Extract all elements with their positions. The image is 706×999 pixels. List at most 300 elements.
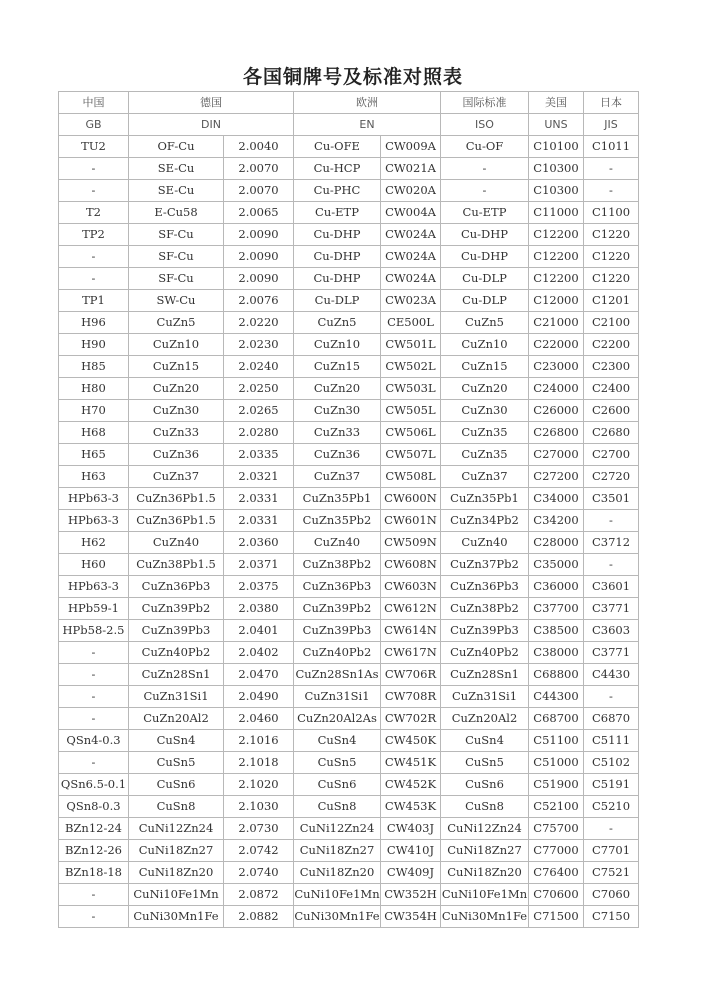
header-germany: 德国: [129, 92, 294, 114]
cell-en: CuZn40Pb2: [294, 642, 381, 664]
cell-gb: QSn4-0.3: [59, 730, 129, 752]
cell-gb: BZn12-26: [59, 840, 129, 862]
cell-jis: C2200: [584, 334, 639, 356]
cell-din-no: 2.0490: [224, 686, 294, 708]
table-row: [59, 378, 639, 400]
cell-din-no: 2.0230: [224, 334, 294, 356]
cell-jis: -: [584, 554, 639, 576]
cell-iso: CuZn15: [441, 356, 529, 378]
cell-en: CuNi18Zn20: [294, 862, 381, 884]
cell-iso: CuNi30Mn1Fe: [441, 906, 529, 928]
cell-en: CuZn10: [294, 334, 381, 356]
cell-gb: -: [59, 180, 129, 202]
table-row: [59, 796, 639, 818]
cell-uns: C52100: [529, 796, 584, 818]
cell-uns: C12000: [529, 290, 584, 312]
header-row-countries: [59, 92, 639, 114]
cell-en-no: CW410J: [381, 840, 441, 862]
cell-gb: T2: [59, 202, 129, 224]
cell-din-no: 2.0730: [224, 818, 294, 840]
cell-uns: C12200: [529, 224, 584, 246]
cell-jis: C2700: [584, 444, 639, 466]
cell-iso: CuNi18Zn20: [441, 862, 529, 884]
cell-din: CuZn10: [129, 334, 224, 356]
cell-din-no: 2.0220: [224, 312, 294, 334]
cell-en: CuZn37: [294, 466, 381, 488]
header-china: 中国: [59, 92, 129, 114]
cell-gb: HPb63-3: [59, 488, 129, 510]
cell-gb: H60: [59, 554, 129, 576]
cell-jis: C2400: [584, 378, 639, 400]
cell-din-no: 2.0371: [224, 554, 294, 576]
cell-uns: C10300: [529, 180, 584, 202]
table-row: [59, 158, 639, 180]
cell-din: CuZn5: [129, 312, 224, 334]
table-row: [59, 202, 639, 224]
cell-uns: C44300: [529, 686, 584, 708]
header-gb: GB: [59, 114, 129, 136]
cell-iso: CuSn6: [441, 774, 529, 796]
cell-en: CuZn39Pb2: [294, 598, 381, 620]
cell-din-no: 2.0740: [224, 862, 294, 884]
cell-din: CuZn31Si1: [129, 686, 224, 708]
cell-iso: CuSn5: [441, 752, 529, 774]
cell-iso: -: [441, 180, 529, 202]
cell-en: CuSn5: [294, 752, 381, 774]
cell-gb: H96: [59, 312, 129, 334]
cell-iso: CuZn40: [441, 532, 529, 554]
cell-din-no: 2.0872: [224, 884, 294, 906]
cell-jis: C5111: [584, 730, 639, 752]
cell-din: CuNi30Mn1Fe: [129, 906, 224, 928]
cell-en-no: CW004A: [381, 202, 441, 224]
cell-en-no: CW617N: [381, 642, 441, 664]
cell-en: CuZn36: [294, 444, 381, 466]
cell-jis: C2600: [584, 400, 639, 422]
cell-iso: Cu-ETP: [441, 202, 529, 224]
cell-jis: -: [584, 180, 639, 202]
cell-din-no: 2.0265: [224, 400, 294, 422]
cell-din: CuSn6: [129, 774, 224, 796]
cell-en: Cu-DLP: [294, 290, 381, 312]
cell-uns: C24000: [529, 378, 584, 400]
cell-uns: C27200: [529, 466, 584, 488]
cell-en: CuZn33: [294, 422, 381, 444]
cell-uns: C35000: [529, 554, 584, 576]
cell-jis: C5102: [584, 752, 639, 774]
cell-din: CuZn36Pb1.5: [129, 488, 224, 510]
cell-en: Cu-OFE: [294, 136, 381, 158]
cell-en: CuSn4: [294, 730, 381, 752]
cell-gb: H63: [59, 466, 129, 488]
cell-en: CuZn40: [294, 532, 381, 554]
cell-gb: BZn18-18: [59, 862, 129, 884]
cell-din: CuSn4: [129, 730, 224, 752]
cell-en-no: CW614N: [381, 620, 441, 642]
cell-gb: BZn12-24: [59, 818, 129, 840]
table-row: [59, 818, 639, 840]
cell-uns: C38500: [529, 620, 584, 642]
cell-en: CuNi18Zn27: [294, 840, 381, 862]
cell-gb: TP1: [59, 290, 129, 312]
cell-uns: C10300: [529, 158, 584, 180]
cell-jis: C3771: [584, 642, 639, 664]
cell-uns: C51900: [529, 774, 584, 796]
cell-jis: -: [584, 818, 639, 840]
cell-din: OF-Cu: [129, 136, 224, 158]
cell-iso: CuZn35: [441, 444, 529, 466]
cell-jis: C7150: [584, 906, 639, 928]
cell-en-no: CW023A: [381, 290, 441, 312]
cell-en-no: CW505L: [381, 400, 441, 422]
cell-din: SE-Cu: [129, 180, 224, 202]
cell-gb: H80: [59, 378, 129, 400]
cell-en: CuZn36Pb3: [294, 576, 381, 598]
cell-en-no: CW702R: [381, 708, 441, 730]
cell-en-no: CW020A: [381, 180, 441, 202]
cell-iso: CuZn35: [441, 422, 529, 444]
cell-gb: H62: [59, 532, 129, 554]
cell-gb: -: [59, 642, 129, 664]
cell-jis: C4430: [584, 664, 639, 686]
cell-en-no: CW508L: [381, 466, 441, 488]
cell-jis: C3771: [584, 598, 639, 620]
table-row: [59, 224, 639, 246]
cell-din-no: 2.0090: [224, 268, 294, 290]
cell-en: Cu-PHC: [294, 180, 381, 202]
cell-din: CuZn36Pb3: [129, 576, 224, 598]
cell-en: Cu-HCP: [294, 158, 381, 180]
header-intl: 国际标准: [441, 92, 529, 114]
table-row: [59, 444, 639, 466]
cell-uns: C34200: [529, 510, 584, 532]
table-row: [59, 774, 639, 796]
cell-en-no: CW024A: [381, 268, 441, 290]
cell-jis: -: [584, 510, 639, 532]
cell-din: E-Cu58: [129, 202, 224, 224]
cell-jis: -: [584, 158, 639, 180]
cell-iso: Cu-DHP: [441, 246, 529, 268]
cell-en-no: CW352H: [381, 884, 441, 906]
cell-iso: CuZn28Sn1: [441, 664, 529, 686]
cell-en-no: CW708R: [381, 686, 441, 708]
cell-iso: Cu-DLP: [441, 290, 529, 312]
cell-gb: -: [59, 158, 129, 180]
cell-uns: C76400: [529, 862, 584, 884]
table-row: [59, 510, 639, 532]
cell-uns: C38000: [529, 642, 584, 664]
cell-gb: HPb63-3: [59, 576, 129, 598]
header-japan: 日本: [584, 92, 639, 114]
cell-din-no: 2.0882: [224, 906, 294, 928]
cell-din-no: 2.0065: [224, 202, 294, 224]
cell-uns: C37700: [529, 598, 584, 620]
cell-gb: H70: [59, 400, 129, 422]
cell-din: CuZn36Pb1.5: [129, 510, 224, 532]
cell-din: SF-Cu: [129, 268, 224, 290]
cell-gb: H65: [59, 444, 129, 466]
table-row: [59, 554, 639, 576]
cell-iso: CuZn10: [441, 334, 529, 356]
cell-din: SF-Cu: [129, 246, 224, 268]
cell-uns: C68700: [529, 708, 584, 730]
cell-en: CuZn28Sn1As: [294, 664, 381, 686]
cell-jis: C7701: [584, 840, 639, 862]
cell-jis: C1011: [584, 136, 639, 158]
cell-din: SF-Cu: [129, 224, 224, 246]
table-row: [59, 708, 639, 730]
cell-din: SE-Cu: [129, 158, 224, 180]
cell-jis: C2100: [584, 312, 639, 334]
cell-din: CuZn20Al2: [129, 708, 224, 730]
cell-uns: C21000: [529, 312, 584, 334]
cell-gb: -: [59, 708, 129, 730]
cell-din: CuZn37: [129, 466, 224, 488]
cell-din: CuZn36: [129, 444, 224, 466]
cell-din: CuZn28Sn1: [129, 664, 224, 686]
table-row: [59, 356, 639, 378]
cell-en-no: CW601N: [381, 510, 441, 532]
cell-din: CuZn40: [129, 532, 224, 554]
cell-uns: C34000: [529, 488, 584, 510]
cell-en-no: CW509N: [381, 532, 441, 554]
cell-din-no: 2.0090: [224, 246, 294, 268]
cell-uns: C26800: [529, 422, 584, 444]
cell-en: CuSn6: [294, 774, 381, 796]
copper-grades-table: [58, 91, 639, 928]
cell-uns: C36000: [529, 576, 584, 598]
cell-en: CuZn20Al2As: [294, 708, 381, 730]
cell-uns: C26000: [529, 400, 584, 422]
cell-en-no: CW009A: [381, 136, 441, 158]
cell-iso: CuZn20Al2: [441, 708, 529, 730]
cell-jis: C6870: [584, 708, 639, 730]
cell-gb: -: [59, 906, 129, 928]
cell-uns: C10100: [529, 136, 584, 158]
cell-din-no: 2.0321: [224, 466, 294, 488]
cell-jis: C1201: [584, 290, 639, 312]
cell-en-no: CW612N: [381, 598, 441, 620]
cell-din-no: 2.1020: [224, 774, 294, 796]
cell-din-no: 2.0070: [224, 180, 294, 202]
cell-gb: H90: [59, 334, 129, 356]
cell-iso: -: [441, 158, 529, 180]
cell-din-no: 2.0402: [224, 642, 294, 664]
cell-din-no: 2.0401: [224, 620, 294, 642]
cell-iso: CuZn37Pb2: [441, 554, 529, 576]
cell-jis: C3601: [584, 576, 639, 598]
cell-uns: C51100: [529, 730, 584, 752]
cell-en-no: CW452K: [381, 774, 441, 796]
cell-gb: TU2: [59, 136, 129, 158]
cell-iso: CuZn38Pb2: [441, 598, 529, 620]
cell-en-no: CW603N: [381, 576, 441, 598]
cell-din: CuNi12Zn24: [129, 818, 224, 840]
cell-en: CuZn35Pb1: [294, 488, 381, 510]
cell-en: CuZn38Pb2: [294, 554, 381, 576]
cell-jis: C2300: [584, 356, 639, 378]
cell-uns: C51000: [529, 752, 584, 774]
cell-jis: C7521: [584, 862, 639, 884]
cell-en-no: CW024A: [381, 246, 441, 268]
cell-gb: H68: [59, 422, 129, 444]
cell-gb: QSn6.5-0.1: [59, 774, 129, 796]
cell-iso: CuZn31Si1: [441, 686, 529, 708]
cell-uns: C27000: [529, 444, 584, 466]
cell-en-no: CW354H: [381, 906, 441, 928]
cell-en-no: CW501L: [381, 334, 441, 356]
cell-jis: C2720: [584, 466, 639, 488]
cell-uns: C77000: [529, 840, 584, 862]
cell-din-no: 2.1018: [224, 752, 294, 774]
cell-en-no: CW453K: [381, 796, 441, 818]
cell-iso: CuNi18Zn27: [441, 840, 529, 862]
cell-iso: CuSn4: [441, 730, 529, 752]
cell-din-no: 2.0240: [224, 356, 294, 378]
cell-uns: C12200: [529, 268, 584, 290]
cell-din-no: 2.0250: [224, 378, 294, 400]
cell-din-no: 2.0040: [224, 136, 294, 158]
cell-din: CuZn15: [129, 356, 224, 378]
table-row: [59, 268, 639, 290]
cell-jis: C7060: [584, 884, 639, 906]
cell-uns: C28000: [529, 532, 584, 554]
header-en: EN: [294, 114, 441, 136]
cell-gb: -: [59, 752, 129, 774]
cell-en: CuSn8: [294, 796, 381, 818]
cell-en-no: CW409J: [381, 862, 441, 884]
cell-din-no: 2.1016: [224, 730, 294, 752]
cell-din-no: 2.0335: [224, 444, 294, 466]
header-uns: UNS: [529, 114, 584, 136]
cell-din-no: 2.0375: [224, 576, 294, 598]
cell-jis: C1220: [584, 246, 639, 268]
cell-jis: C5191: [584, 774, 639, 796]
cell-en-no: CW024A: [381, 224, 441, 246]
cell-jis: C2680: [584, 422, 639, 444]
table-row: [59, 862, 639, 884]
cell-gb: -: [59, 664, 129, 686]
cell-iso: CuZn20: [441, 378, 529, 400]
table-row: [59, 642, 639, 664]
cell-din: CuSn5: [129, 752, 224, 774]
cell-en: CuZn15: [294, 356, 381, 378]
page-title: 各国铜牌号及标准对照表: [242, 66, 463, 88]
table-row: [59, 400, 639, 422]
cell-din: CuZn33: [129, 422, 224, 444]
table-row: [59, 488, 639, 510]
cell-uns: C11000: [529, 202, 584, 224]
cell-din: CuZn40Pb2: [129, 642, 224, 664]
cell-jis: C3501: [584, 488, 639, 510]
cell-en-no: CW021A: [381, 158, 441, 180]
cell-iso: CuNi12Zn24: [441, 818, 529, 840]
cell-din-no: 2.0460: [224, 708, 294, 730]
cell-gb: HPb58-2.5: [59, 620, 129, 642]
cell-en-no: CW503L: [381, 378, 441, 400]
cell-din: CuZn39Pb2: [129, 598, 224, 620]
table-row: [59, 598, 639, 620]
header-usa: 美国: [529, 92, 584, 114]
cell-en-no: CW502L: [381, 356, 441, 378]
cell-en-no: CW450K: [381, 730, 441, 752]
cell-uns: C71500: [529, 906, 584, 928]
cell-iso: CuZn37: [441, 466, 529, 488]
cell-din-no: 2.0070: [224, 158, 294, 180]
cell-en: Cu-ETP: [294, 202, 381, 224]
cell-gb: HPb63-3: [59, 510, 129, 532]
cell-din: CuSn8: [129, 796, 224, 818]
header-iso: ISO: [441, 114, 529, 136]
table-row: [59, 466, 639, 488]
header-jis: JIS: [584, 114, 639, 136]
table-row: [59, 840, 639, 862]
cell-din: CuNi18Zn27: [129, 840, 224, 862]
cell-gb: QSn8-0.3: [59, 796, 129, 818]
cell-uns: C23000: [529, 356, 584, 378]
table-row: [59, 730, 639, 752]
table-row: [59, 664, 639, 686]
cell-iso: CuSn8: [441, 796, 529, 818]
cell-uns: C22000: [529, 334, 584, 356]
table-row: [59, 422, 639, 444]
cell-uns: C68800: [529, 664, 584, 686]
table-row: [59, 532, 639, 554]
cell-din: CuNi10Fe1Mn: [129, 884, 224, 906]
cell-din: SW-Cu: [129, 290, 224, 312]
cell-iso: CuZn30: [441, 400, 529, 422]
cell-din-no: 2.0090: [224, 224, 294, 246]
cell-iso: Cu-DLP: [441, 268, 529, 290]
table-row: [59, 576, 639, 598]
cell-din: CuZn39Pb3: [129, 620, 224, 642]
cell-iso: Cu-OF: [441, 136, 529, 158]
cell-en-no: CW507L: [381, 444, 441, 466]
cell-en-no: CW451K: [381, 752, 441, 774]
cell-uns: C75700: [529, 818, 584, 840]
cell-gb: -: [59, 884, 129, 906]
cell-jis: C1100: [584, 202, 639, 224]
cell-gb: -: [59, 686, 129, 708]
table-row: [59, 312, 639, 334]
cell-iso: CuZn34Pb2: [441, 510, 529, 532]
cell-jis: C5210: [584, 796, 639, 818]
table-row: [59, 180, 639, 202]
cell-iso: CuZn39Pb3: [441, 620, 529, 642]
cell-jis: C1220: [584, 224, 639, 246]
cell-din-no: 2.0360: [224, 532, 294, 554]
table-row: [59, 686, 639, 708]
cell-en: CuZn35Pb2: [294, 510, 381, 532]
cell-gb: -: [59, 246, 129, 268]
table-row: [59, 246, 639, 268]
cell-iso: Cu-DHP: [441, 224, 529, 246]
cell-gb: H85: [59, 356, 129, 378]
cell-din-no: 2.0742: [224, 840, 294, 862]
cell-din: CuZn38Pb1.5: [129, 554, 224, 576]
cell-iso: CuNi10Fe1Mn: [441, 884, 529, 906]
cell-din: CuZn20: [129, 378, 224, 400]
cell-en-no: CE500L: [381, 312, 441, 334]
cell-en: CuZn20: [294, 378, 381, 400]
cell-din-no: 2.0380: [224, 598, 294, 620]
cell-en: CuZn30: [294, 400, 381, 422]
cell-en: CuZn39Pb3: [294, 620, 381, 642]
cell-iso: CuZn5: [441, 312, 529, 334]
table-row: [59, 620, 639, 642]
cell-jis: C3712: [584, 532, 639, 554]
cell-din-no: 2.0076: [224, 290, 294, 312]
